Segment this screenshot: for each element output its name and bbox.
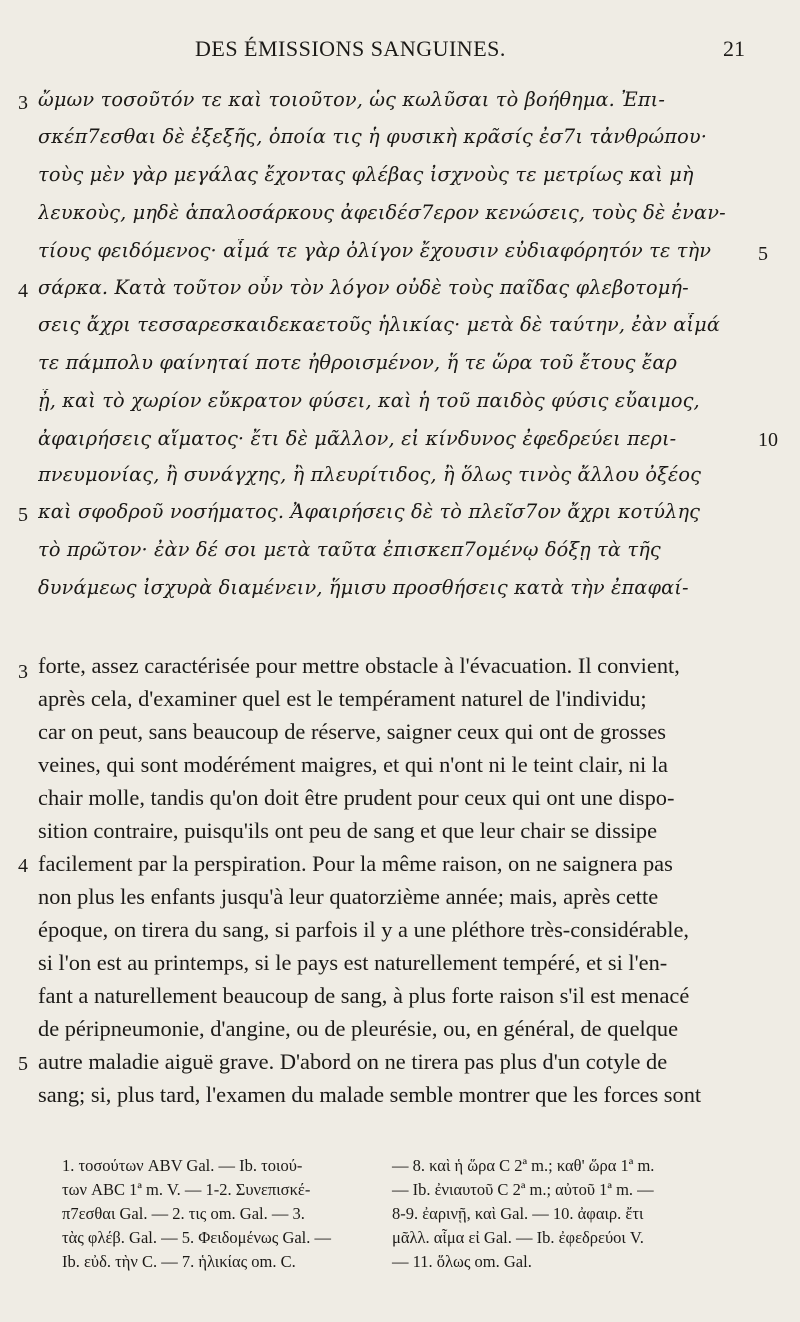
french-line: facilement par la perspiration. Pour la même raison, on ne saignera pas (38, 851, 673, 876)
french-line: époque, on tirera du sang, si parfois il y a une pléthore très-considérable, (38, 917, 689, 942)
greek-line: λευκοὺς, μηδὲ ἁπαλοσάρκους ἀφειδέσ7ερον κενώσεις, τοὺς δὲ ἐναν- (38, 201, 726, 224)
french-margin-number: 5 (18, 1053, 28, 1075)
greek-line: ὤμων τοσοῦτόν τε καὶ τοιοῦτον, ὡς κωλῦσαι τὸ βοήθημα. Ἐπι- (38, 88, 666, 111)
greek-line-count: 10 (758, 429, 778, 451)
french-line: chair molle, tandis qu'on doit être prudent pour ceux qui ont une dispo- (38, 785, 675, 810)
french-line: sition contraire, puisqu'ils ont peu de sang et que leur chair se dissipe (38, 818, 658, 843)
footnote-line: 1. τοσούτων ABV Gal. — Ib. τοιού- (62, 1156, 303, 1175)
french-line: autre maladie aiguë grave. D'abord on ne tirera pas plus d'un cotyle de (38, 1049, 668, 1074)
french-line: fant a naturellement beaucoup de sang, à plus forte raison s'il est menacé (38, 983, 690, 1008)
french-line: forte, assez caractérisée pour mettre obstacle à l'évacuation. Il convient, (38, 653, 680, 678)
footnote-line: 8-9. ἐαρινῇ, καὶ Gal. — 10. ἀφαιρ. ἔτι (392, 1204, 644, 1223)
footnote-line: π7εσθαι Gal. — 2. τις om. Gal. — 3. (62, 1204, 305, 1223)
footnote-line: των ABC 1ª m. V. — 1-2. Συνεπισκέ- (62, 1180, 311, 1199)
french-line: non plus les enfants jusqu'à leur quatorzième année; mais, après cette (38, 884, 659, 909)
footnote-line: — Ib. ἐνιαυτοῦ C 2ª m.; αὐτοῦ 1ª m. — (392, 1180, 654, 1199)
french-line: veines, qui sont modérément maigres, et qui n'ont ni le teint clair, ni la (38, 752, 668, 777)
greek-line: δυνάμεως ἰσχυρὰ διαμένειν, ἥμισυ προσθήσεις κατὰ τὴν ἐπαφαί- (38, 576, 689, 599)
footnote-line: τὰς φλέβ. Gal. — 5. Φειδομένως Gal. — (62, 1228, 332, 1247)
greek-line: ἀφαιρήσεις αἵματος· ἔτι δὲ μᾶλλον, εἰ κίνδυνος ἐφεδρεύει περι- (38, 427, 677, 450)
greek-line: σάρκα. Κατὰ τοῦτον οὖν τὸν λόγον οὐδὲ τοὺς παῖδας φλεβοτομή- (38, 276, 689, 299)
greek-line: τὸ πρῶτον· ἐὰν δέ σοι μετὰ ταῦτα ἐπισκεπ7ομένῳ δόξῃ τὰ τῆς (38, 538, 661, 561)
footnote-line: — 11. ὅλως om. Gal. (392, 1252, 532, 1271)
running-header (195, 36, 775, 72)
greek-margin-number: 5 (18, 504, 28, 526)
french-line: après cela, d'examiner quel est le tempérament naturel de l'individu; (38, 686, 647, 711)
greek-line: σεις ἄχρι τεσσαρεσκαιδεκαετοῦς ἡλικίας· μετὰ δὲ ταύτην, ἐὰν αἷμά (38, 313, 720, 336)
greek-line: τίους φειδόμενος· αἷμά τε γὰρ ὀλίγον ἔχουσιν εὐδιαφόρητόν τε τὴν (38, 239, 712, 262)
greek-line-count: 5 (758, 243, 768, 265)
footnote-line: Ib. εὐδ. τὴν C. — 7. ἡλικίας om. C. (62, 1252, 296, 1271)
french-line: sang; si, plus tard, l'examen du malade semble montrer que les forces sont (38, 1082, 702, 1107)
footnote-line: — 8. καὶ ἡ ὥρα C 2ª m.; καθ' ὥρα 1ª m. (392, 1156, 655, 1175)
footnotes-right-column (392, 1154, 772, 1274)
greek-line: σκέπ7εσθαι δὲ ἐξεξῆς, ὁποία τις ἡ φυσικὴ κρᾶσίς ἐσ7ι τἀνθρώπου· (38, 125, 708, 148)
footnote-line: μᾶλλ. αἷμα εἰ Gal. — Ib. ἐφεδρεύοι V. (392, 1228, 644, 1247)
greek-line: τε πάμπολυ φαίνηταί ποτε ἠθροισμένον, ἥ τε ὥρα τοῦ ἔτους ἔαρ (38, 351, 678, 374)
french-line: de péripneumonie, d'angine, ou de pleurésie, ou, en général, de quelque (38, 1016, 679, 1041)
greek-line: καὶ σφοδροῦ νοσήματος. Ἀφαιρήσεις δὲ τὸ πλεῖσ7ον ἄχρι κοτύλης (38, 500, 701, 523)
greek-line: τοὺς μὲν γὰρ μεγάλας ἔχοντας φλέβας ἰσχνοὺς τε μετρίως καὶ μὴ (38, 163, 694, 186)
greek-line: ᾖ, καὶ τὸ χωρίον εὔκρατον φύσει, καὶ ἡ τοῦ παιδὸς φύσις εὔαιμος, (38, 389, 700, 412)
french-margin-number: 3 (18, 661, 28, 683)
french-margin-number: 4 (18, 855, 28, 877)
french-line: car on peut, sans beaucoup de réserve, saigner ceux qui ont de grosses (38, 719, 666, 744)
running-title: DES ÉMISSIONS SANGUINES. (195, 36, 506, 61)
page-number: 21 (723, 36, 745, 61)
greek-margin-number: 3 (18, 92, 28, 114)
greek-margin-number: 4 (18, 280, 28, 302)
footnotes-left-column (62, 1154, 372, 1274)
french-line: si l'on est au printemps, si le pays est naturellement tempéré, et si l'en- (38, 950, 668, 975)
greek-line: πνευμονίας, ἢ συνάγχης, ἢ πλευρίτιδος, ἢ ὅλως τινὸς ἄλλου ὀξέος (38, 463, 702, 486)
